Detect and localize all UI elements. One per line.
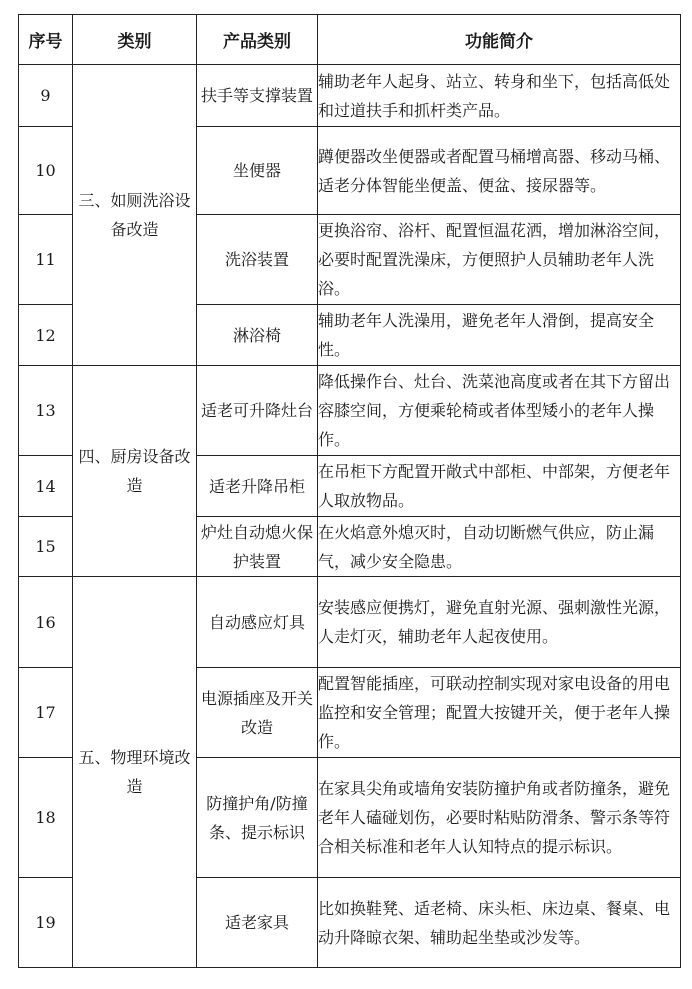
product-cell: 自动感应灯具	[197, 577, 318, 668]
header-product: 产品类别	[197, 15, 318, 65]
category-cell: 五、物理环境改造	[73, 577, 197, 968]
product-cell: 适老升降吊柜	[197, 456, 318, 517]
category-cell: 三、如厕洗浴设备改造	[73, 65, 197, 366]
header-index: 序号	[19, 15, 73, 65]
description-cell: 辅助老年人起身、站立、转身和坐下，包括高低处和过道扶手和抓杆类产品。	[318, 65, 681, 127]
row-index: 13	[19, 366, 73, 456]
renovation-table	[18, 14, 681, 968]
row-index: 18	[19, 758, 73, 878]
category-cell: 四、厨房设备改造	[73, 366, 197, 577]
description-cell: 蹲便器改坐便器或者配置马桶增高器、移动马桶、适老分体智能坐便盖、便盆、接尿器等。	[318, 127, 681, 215]
row-index: 10	[19, 127, 73, 215]
description-cell: 安装感应便携灯，避免直射光源、强刺激性光源，人走灯灭，辅助老年人起夜使用。	[318, 577, 681, 668]
product-cell: 坐便器	[197, 127, 318, 215]
description-cell: 在家具尖角或墙角安装防撞护角或者防撞条，避免老年人磕碰划伤，必要时粘贴防滑条、警示条等符合相关标准和老年人认知特点的提示标识。	[318, 758, 681, 878]
product-cell: 扶手等支撑装置	[197, 65, 318, 127]
header-category: 类别	[73, 15, 197, 65]
row-index: 15	[19, 517, 73, 577]
row-index: 9	[19, 65, 73, 127]
table-row	[19, 577, 681, 668]
row-index: 19	[19, 878, 73, 968]
product-cell: 洗浴装置	[197, 215, 318, 305]
description-cell: 配置智能插座，可联动控制实现对家电设备的用电监控和安全管理；配置大按键开关，便于老年人操作。	[318, 668, 681, 758]
table-row	[19, 65, 681, 127]
description-cell: 在火焰意外熄灭时，自动切断燃气供应，防止漏气，减少安全隐患。	[318, 517, 681, 577]
table-row	[19, 366, 681, 456]
product-cell: 防撞护角/防撞条、提示标识	[197, 758, 318, 878]
description-cell: 比如换鞋凳、适老椅、床头柜、床边桌、餐桌、电动升降晾衣架、辅助起坐垫或沙发等。	[318, 878, 681, 968]
description-cell: 在吊柜下方配置开敞式中部柜、中部架，方便老年人取放物品。	[318, 456, 681, 517]
description-cell: 辅助老年人洗澡用，避免老年人滑倒，提高安全性。	[318, 305, 681, 366]
row-index: 14	[19, 456, 73, 517]
product-cell: 电源插座及开关改造	[197, 668, 318, 758]
description-cell: 更换浴帘、浴杆、配置恒温花洒，增加淋浴空间，必要时配置洗澡床，方便照护人员辅助老年人洗浴。	[318, 215, 681, 305]
product-cell: 适老家具	[197, 878, 318, 968]
description-cell: 降低操作台、灶台、洗菜池高度或者在其下方留出容膝空间，方便乘轮椅或者体型矮小的老年人操作。	[318, 366, 681, 456]
row-index: 12	[19, 305, 73, 366]
product-cell: 炉灶自动熄火保护装置	[197, 517, 318, 577]
header-description: 功能简介	[318, 15, 681, 65]
row-index: 17	[19, 668, 73, 758]
row-index: 11	[19, 215, 73, 305]
table-header-row	[19, 15, 681, 65]
row-index: 16	[19, 577, 73, 668]
product-cell: 淋浴椅	[197, 305, 318, 366]
product-cell: 适老可升降灶台	[197, 366, 318, 456]
